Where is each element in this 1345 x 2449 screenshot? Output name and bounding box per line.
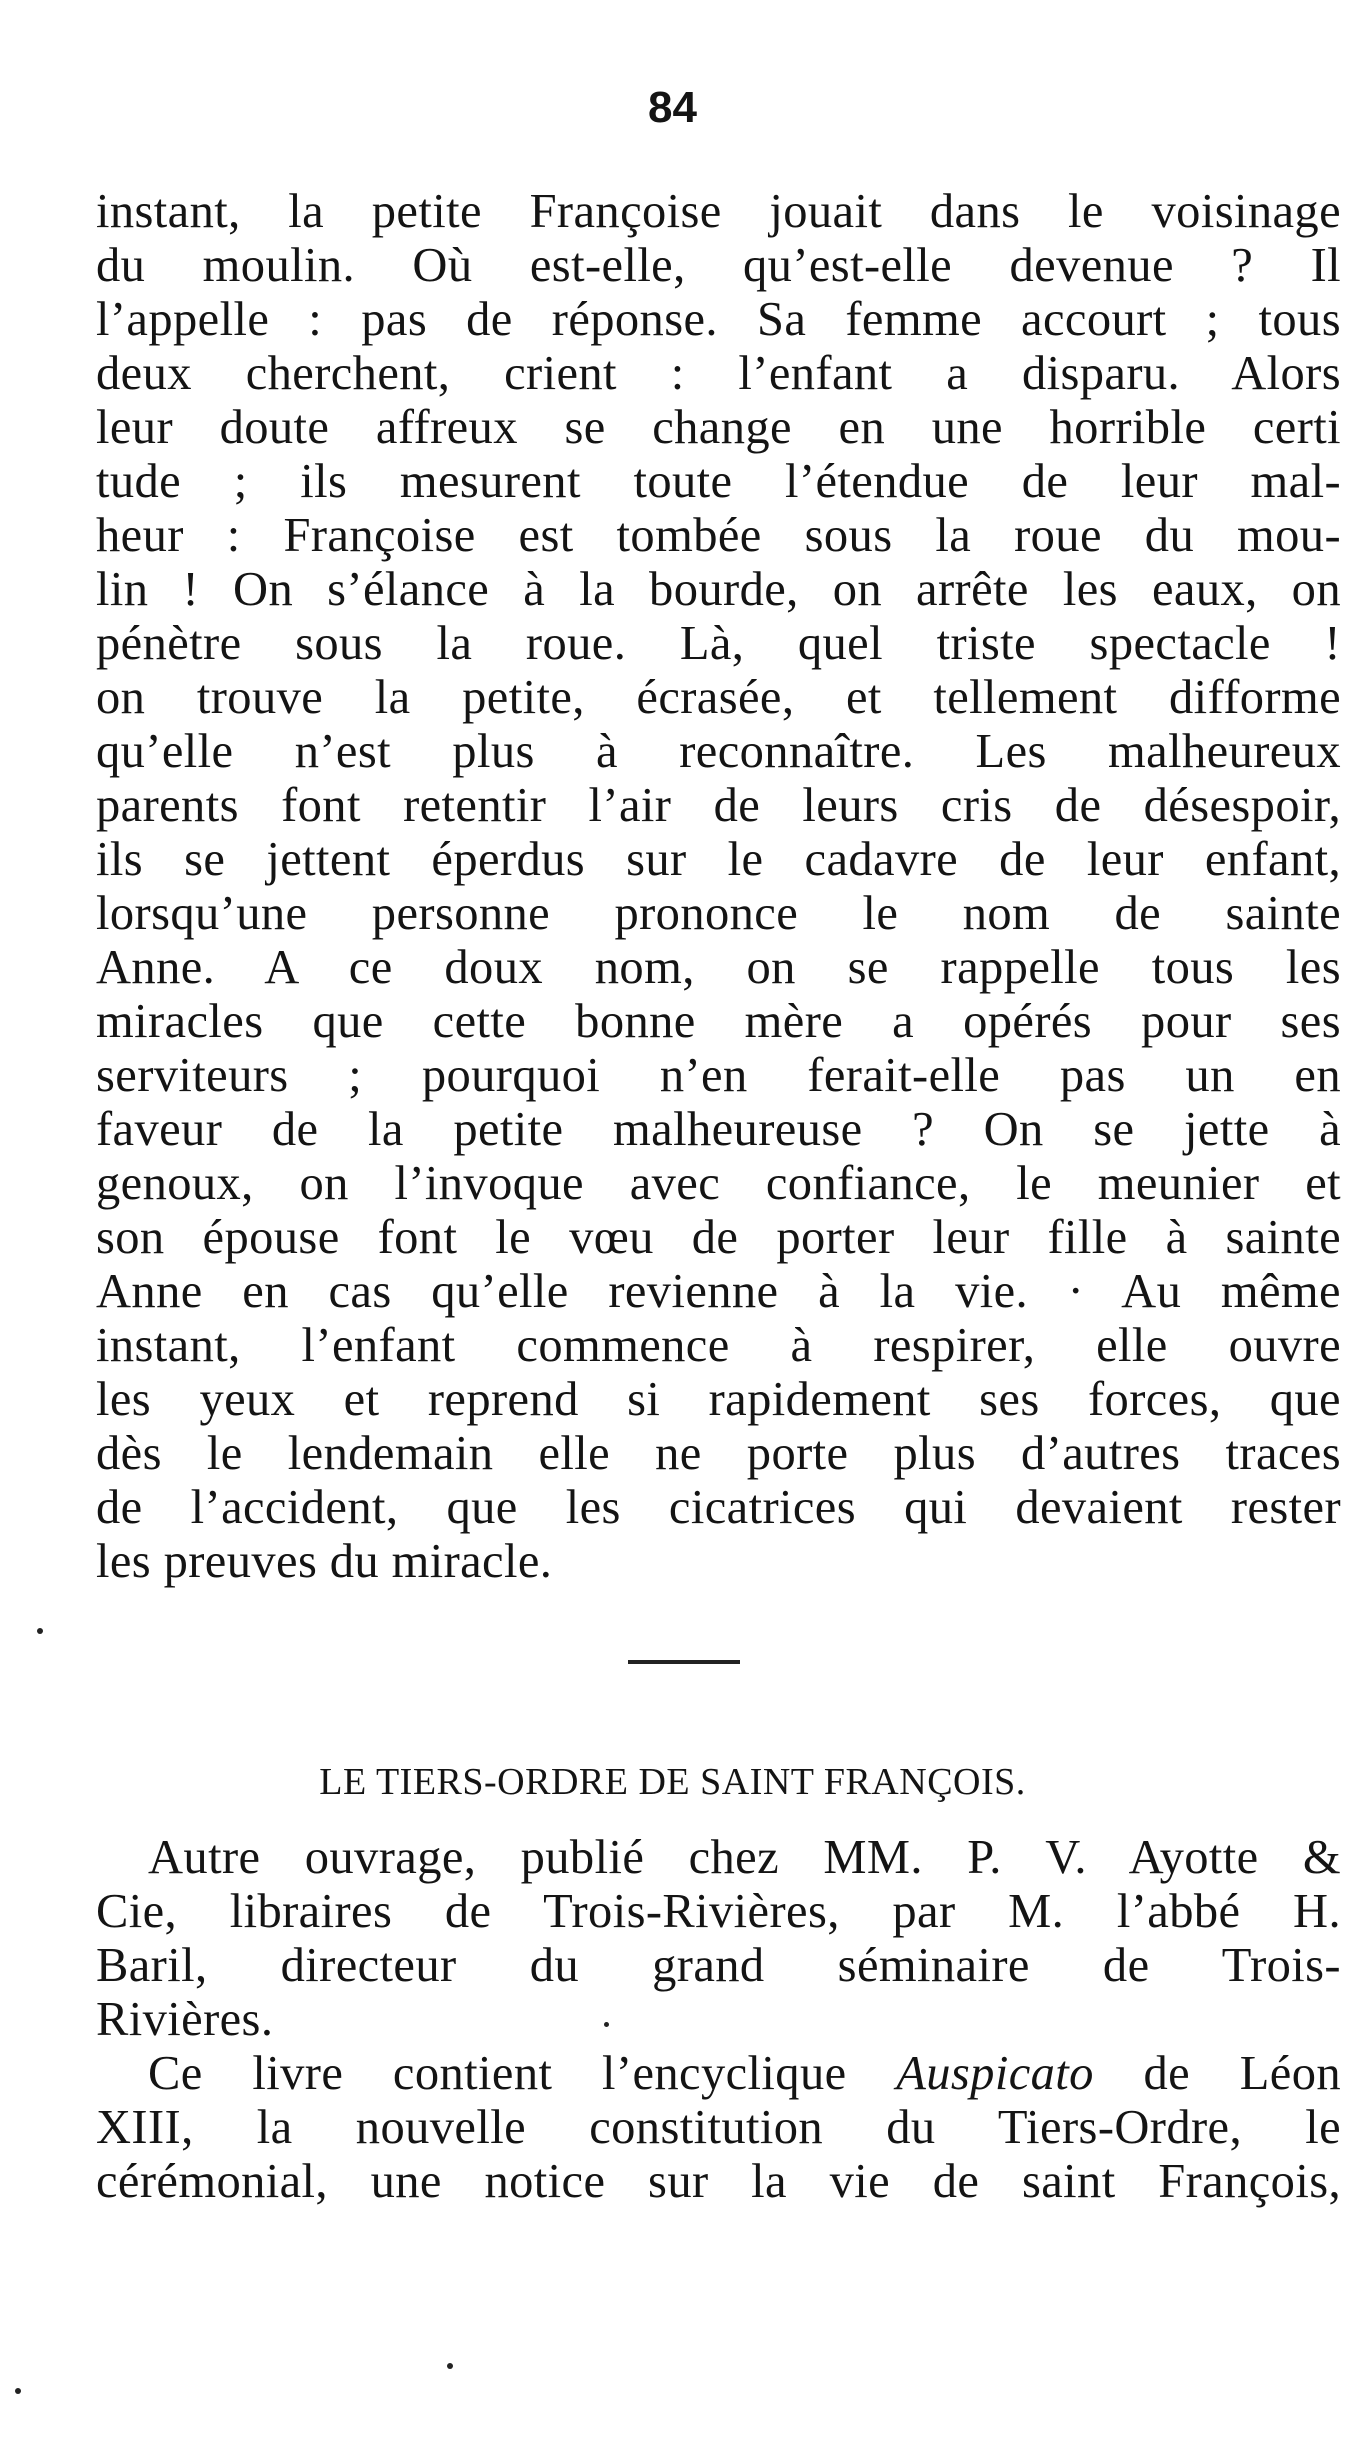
text-line: dès le lendemain elle ne porte plus d’autres traces <box>96 1427 1341 1480</box>
stray-dot <box>15 2388 21 2394</box>
text-line: Autre ouvrage, publié chez MM. P. V. Ayotte & <box>148 1831 1341 1884</box>
text-line: deux cherchent, crient : l’enfant a disparu. Alors <box>96 347 1341 400</box>
text-line: lorsqu’une personne prononce le nom de sainte <box>96 887 1341 940</box>
text-line: tude ; ils mesurent toute l’étendue de leur mal- <box>96 455 1341 508</box>
text-line: pénètre sous la roue. Là, quel triste spectacle ! <box>96 617 1341 670</box>
text-line: faveur de la petite malheureuse ? On se jette à <box>96 1103 1341 1156</box>
text-line: Baril, directeur du grand séminaire de Trois- <box>96 1939 1341 1992</box>
stray-dot <box>37 1628 43 1634</box>
text-line: parents font retentir l’air de leurs cris de désespoir, <box>96 779 1341 832</box>
text-line: serviteurs ; pourquoi n’en ferait-elle pas un en <box>96 1049 1341 1102</box>
text-line: Anne. A ce doux nom, on se rappelle tous les <box>96 941 1341 994</box>
text-line: lin ! On s’élance à la bourde, on arrête les eaux, on <box>96 563 1341 616</box>
text-line: Anne en cas qu’elle revienne à la vie. · Au même <box>96 1265 1341 1318</box>
text-line: leur doute affreux se change en une horrible certi <box>96 401 1341 454</box>
text-line: XIII, la nouvelle constitution du Tiers-Ordre, le <box>96 2101 1341 2154</box>
section-separator <box>628 1660 740 1664</box>
text-line: instant, la petite Françoise jouait dans le voisinage <box>96 185 1341 238</box>
text-line: genoux, on l’invoque avec confiance, le meunier et <box>96 1157 1341 1210</box>
text-line: l’appelle : pas de réponse. Sa femme accourt ; tous <box>96 293 1341 346</box>
text-span: Ce livre contient l’encyclique <box>148 2047 897 2100</box>
text-line: Cie, libraires de Trois-Rivières, par M. l’abbé H. <box>96 1885 1341 1938</box>
text-line: on trouve la petite, écrasée, et tellement difforme <box>96 671 1341 724</box>
stray-dot <box>447 2363 453 2369</box>
text-line: ils se jettent éperdus sur le cadavre de leur enfant, <box>96 833 1341 886</box>
text-line: qu’elle n’est plus à reconnaître. Les malheureux <box>96 725 1341 778</box>
text-line: du moulin. Où est-elle, qu’est-elle devenue ? Il <box>96 239 1341 292</box>
text-line: les preuves du miracle. <box>96 1535 553 1588</box>
text-line: son épouse font le vœu de porter leur fille à sainte <box>96 1211 1341 1264</box>
italic-title: Auspicato <box>896 2047 1094 2100</box>
text-line: de l’accident, que les cicatrices qui devaient rester <box>96 1481 1341 1534</box>
text-line: Rivières. <box>96 1993 274 2046</box>
text-line: miracles que cette bonne mère a opérés pour ses <box>96 995 1341 1048</box>
text-line: cérémonial, une notice sur la vie de saint François, <box>96 2155 1341 2208</box>
text-line: les yeux et reprend si rapidement ses forces, que <box>96 1373 1341 1426</box>
text-line <box>148 2049 1341 2099</box>
page-number: 84 <box>648 83 697 132</box>
text-span: de Léon <box>1093 2047 1341 2100</box>
stray-dot <box>604 2022 609 2027</box>
text-line: heur : Françoise est tombée sous la roue du mou- <box>96 509 1341 562</box>
text-line: instant, l’enfant commence à respirer, elle ouvre <box>96 1319 1341 1372</box>
section-title: LE TIERS-ORDRE DE SAINT FRANÇOIS. <box>319 1761 1026 1803</box>
